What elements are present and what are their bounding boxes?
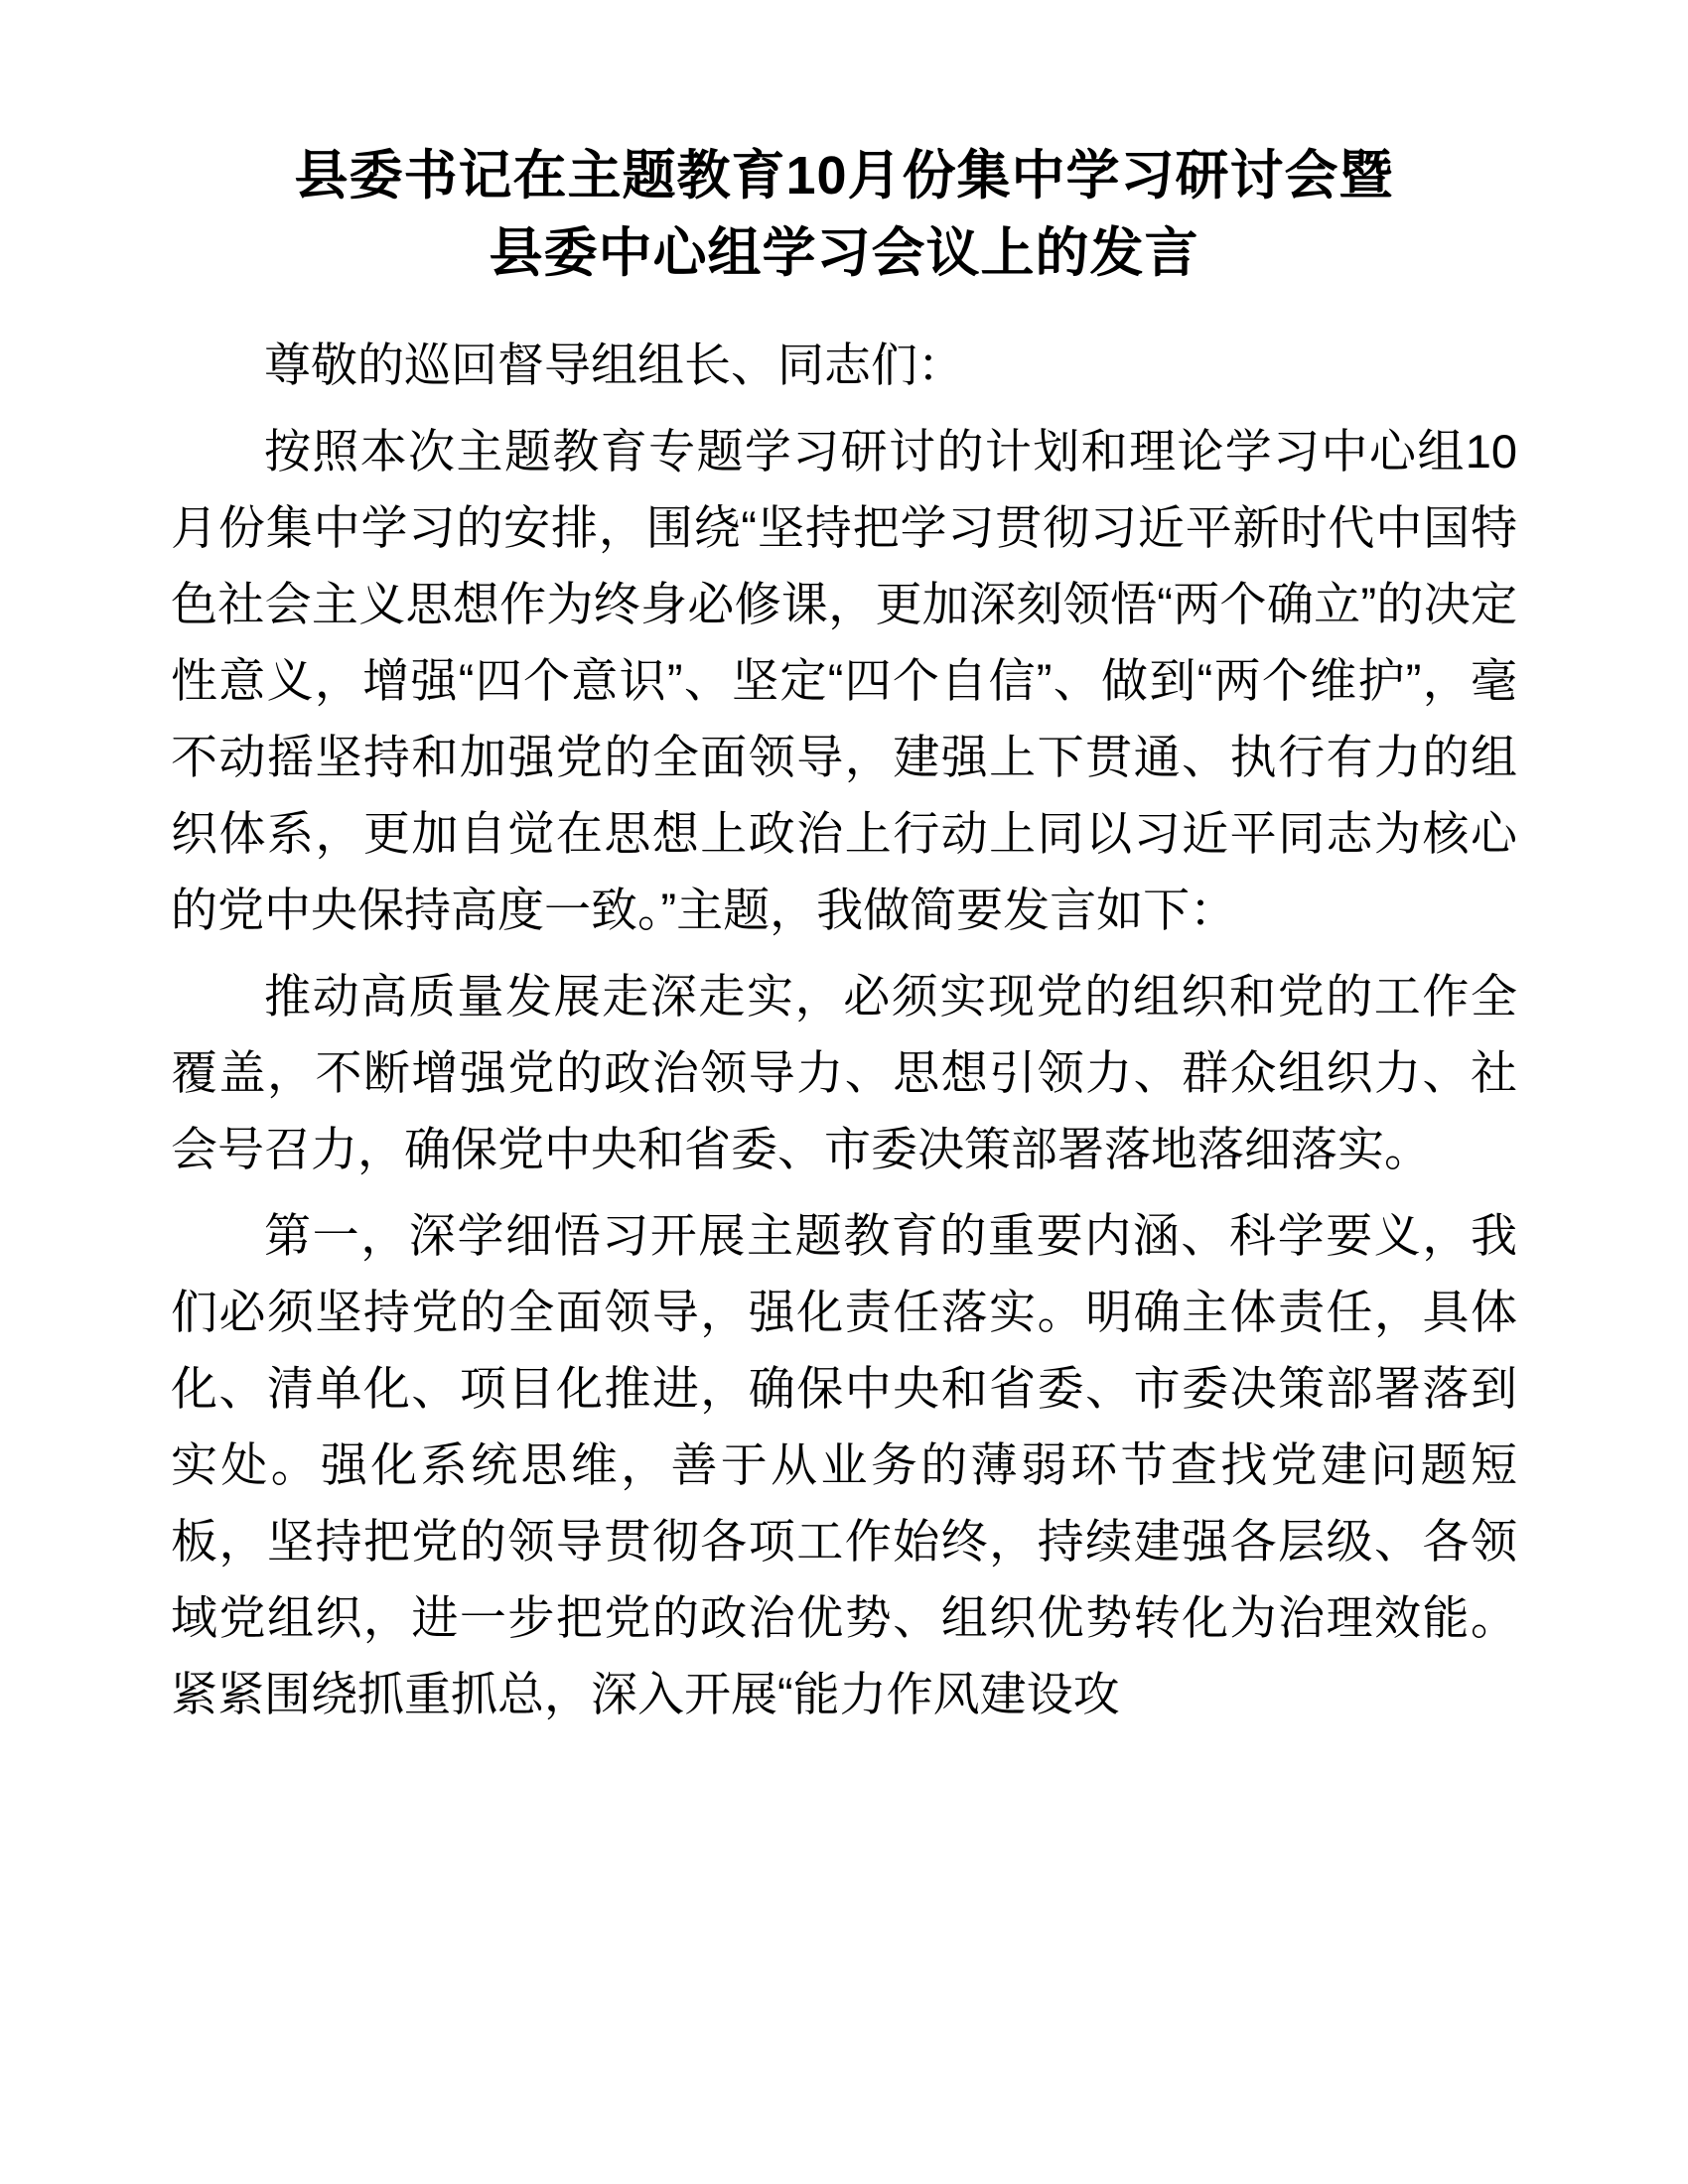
paragraph-point-one: 第一，深学细悟习开展主题教育的重要内涵、科学要义，我们必须坚持党的全面领导，强化责任落实。明确主体责任，具体化、清单化、项目化推进，确保中央和省委、市委决策部署落到实处。强化系统思维，善于从业务的薄弱环节查找党建问题短板，坚持把党的领导贯彻各项工作始终，持续建强各层级、各领域党组织，进一步把党的政治优势、组织优势转化为治理效能。紧紧围绕抓重抓总，深入开展“能力作风建设攻	[171, 1208, 1517, 1720]
title-line-1: 县委书记在主题教育10月份集中学习研讨会暨	[294, 146, 1394, 205]
paragraph-salutation: 尊敬的巡回督导组组长、同志们：	[264, 338, 964, 391]
paragraph-overview: 推动高质量发展走深走实，必须实现党的组织和党的工作全覆盖，不断增强党的政治领导力、思想引领力、群众组织力、社会号召力，确保党中央和省委、市委决策部署落地落细落实。	[171, 969, 1517, 1175]
title-line-2: 县委中心组学习会议上的发言	[489, 223, 1199, 284]
paragraph-intro: 按照本次主题教育专题学习研讨的计划和理论学习中心组10月份集中学习的安排，围绕“坚持把学习贯彻习近平新时代中国特色社会主义思想作为终身必修课，更加深刻领悟“两个确立”的决定性意义，增强“四个意识”、坚定“四个自信”、做到“两个维护”，毫不动摇坚持和加强党的全面领导，建强上下贯通、执行有力的组织体系，更加自觉在思想上政治上行动上同以习近平同志为核心的党中央保持高度一致。”主题，我做简要发言如下：	[171, 424, 1517, 936]
document-title	[171, 137, 1517, 293]
document-body	[171, 327, 1517, 1732]
